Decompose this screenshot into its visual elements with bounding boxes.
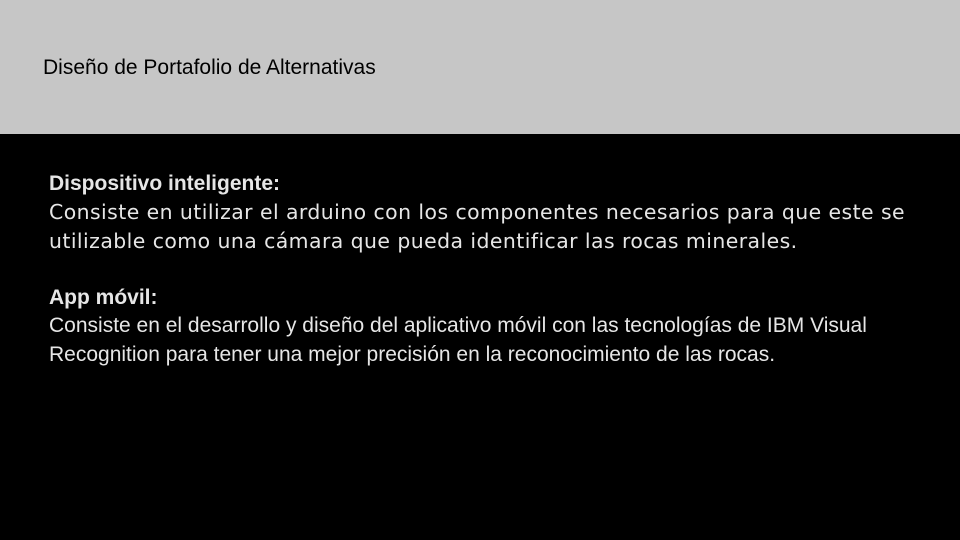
section-body: Consiste en el desarrollo y diseño del aplicativo móvil con las tecnologías de IBM Visual Recognition para tener una mejor precisión en la reconocimiento de las rocas. [49, 314, 867, 366]
section-body: Consiste en utilizar el arduino con los componentes necesarios para que este se utilizable como una cámara que pueda identificar las rocas minerales. [49, 200, 906, 253]
section-app-movil [49, 284, 929, 369]
header-band [0, 0, 960, 134]
section-spacer [49, 255, 929, 284]
slide-title: Diseño de Portafolio de Alternativas [43, 56, 376, 79]
section-heading: App móvil: [49, 286, 158, 309]
section-dispositivo-inteligente [49, 170, 929, 255]
slide-content [49, 170, 929, 369]
section-heading: Dispositivo inteligente: [49, 172, 281, 195]
